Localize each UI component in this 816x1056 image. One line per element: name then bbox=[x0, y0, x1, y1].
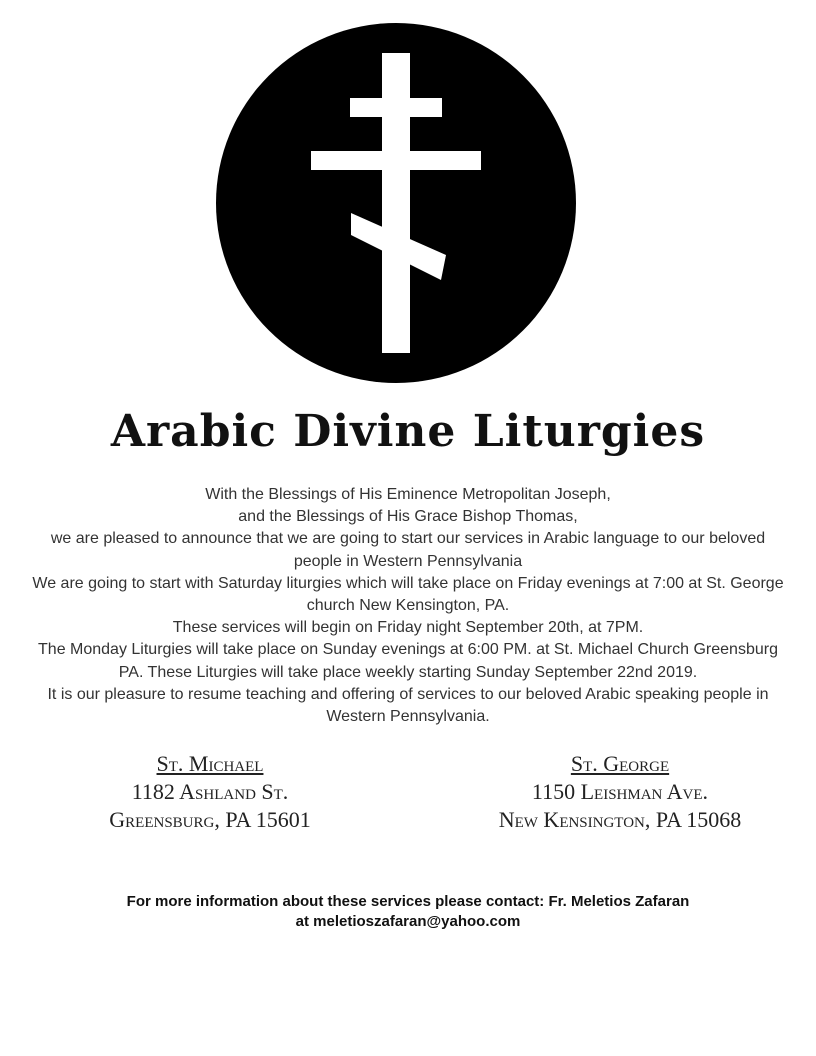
announcement-line: people in Western Pennsylvania bbox=[293, 552, 523, 570]
announcement-line: PA. These Liturgies will take place weekly starting Sunday September 22nd 2019. bbox=[118, 663, 698, 681]
announcement-line: we are pleased to announce that we are going to start our services in Arabic language to our beloved bbox=[50, 530, 766, 548]
church-name: St. Michael bbox=[156, 751, 264, 776]
contact-line: For more information about these services please contact: Fr. Meletios Zafaran bbox=[126, 893, 690, 910]
church-name: St. George bbox=[570, 751, 670, 776]
announcement-line: We are going to start with Saturday liturgies which will take place on Friday evenings at 7:00 at St. George bbox=[32, 574, 784, 592]
contact-email: at meletioszafaran@yahoo.com bbox=[295, 913, 521, 930]
church-street: 1182 Ashland St. bbox=[131, 779, 289, 804]
address-st-michael bbox=[60, 750, 360, 834]
church-city: New Kensington, PA 15068 bbox=[498, 807, 742, 832]
page-title: Arabic Divine Liturgies bbox=[110, 406, 706, 457]
address-st-george bbox=[460, 750, 780, 834]
announcement-line: These services will begin on Friday night September 20th, at 7PM. bbox=[172, 619, 644, 637]
announcement-line: It is our pleasure to resume teaching and offering of services to our beloved Arabic speaking people in bbox=[47, 685, 769, 703]
contact-info bbox=[0, 892, 816, 932]
announcement-line: and the Blessings of His Grace Bishop Thomas, bbox=[238, 508, 578, 526]
announcement-text bbox=[20, 484, 796, 728]
announcement-line: With the Blessings of His Eminence Metropolitan Joseph, bbox=[205, 486, 611, 503]
announcement-line: The Monday Liturgies will take place on Sunday evenings at 6:00 PM. at St. Michael Church Greensburg bbox=[38, 641, 778, 659]
announcement-line: church New Kensington, PA. bbox=[306, 597, 510, 615]
announcement-line: Western Pennsylvania. bbox=[326, 708, 490, 726]
church-street: 1150 Leishman Ave. bbox=[531, 779, 709, 804]
orthodox-cross-icon bbox=[216, 23, 576, 383]
church-city: Greensburg, PA 15601 bbox=[109, 807, 311, 832]
